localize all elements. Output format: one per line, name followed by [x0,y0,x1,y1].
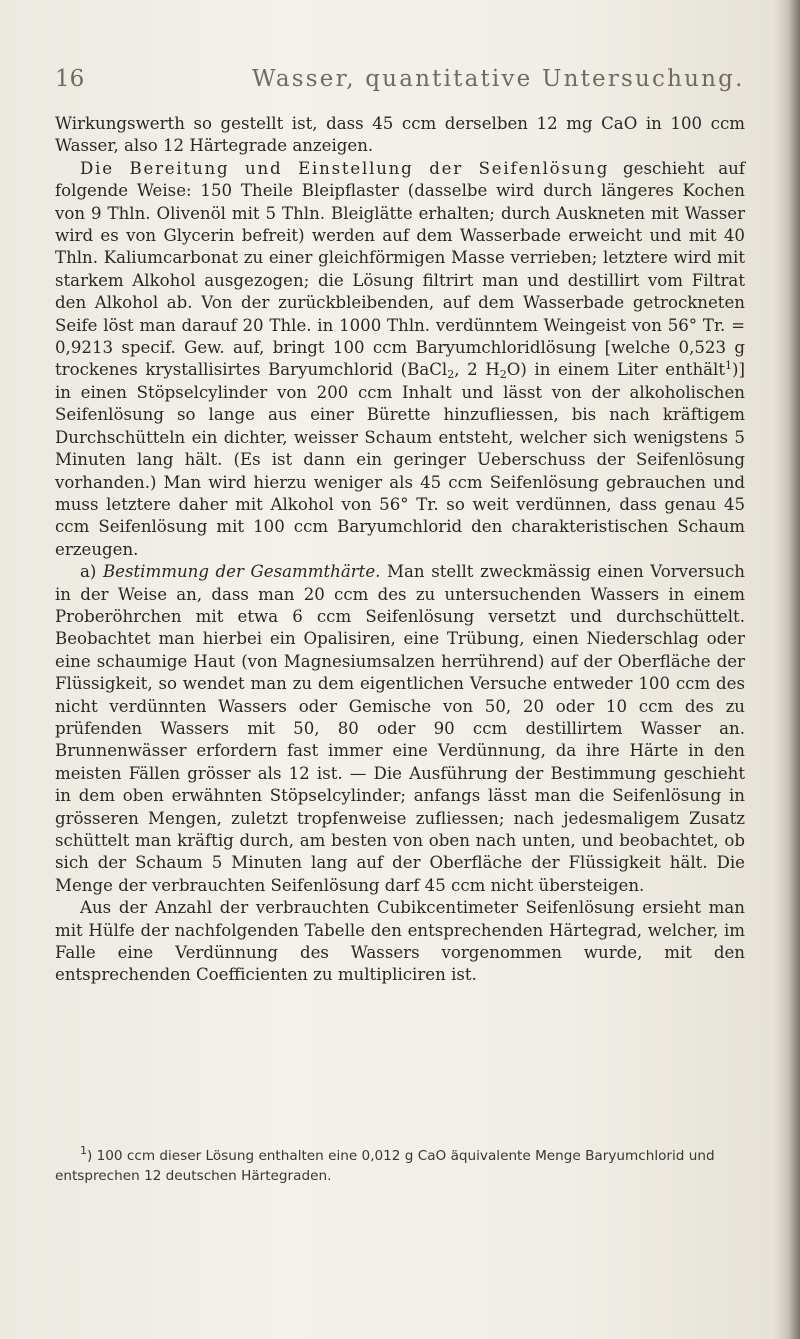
paragraph-4 [55,897,745,987]
section-heading-preparation: Die Bereitung und Einstellung der Seifenlösung [80,158,610,178]
page-header [55,66,745,106]
section-label: a) [80,562,103,582]
paragraph-2-text-a: geschieht auf folgende Weise: 150 Theile Bleipflaster (dasselbe wird durch längeres Kochen von 9 Thln. Olivenöl mit 5 Thln. Bleiglätte erhalten; durch Auskneten mit Wasser wird es von Glycerin befreit) werden auf dem Wasserbade erweicht und mit 40 Thln. Kaliumcarbonat zu einer gleichförmigen Masse verrieben; letztere wird mit starkem Alkohol ausgezogen; die Lösung filtrirt man und destillirt vom Filtrat den Alkohol ab. Von der zurückbleibenden, auf dem Wasserbade getrockneten Seife löst man darauf 20 Thle. in 1000 Thln. verdünntem Weingeist von 56° Tr. = 0,9213 specif. Gew. auf, bringt 100 ccm Baryumchloridlösung [welche 0,523 g trockenes krystallisirtes Baryumchlorid (BaCl [55,158,745,380]
paragraph-2-text-d: )] in einen Stöpselcylinder von 200 ccm Inhalt und lässt von der alkoholischen Seifenlösung so lange aus einer Bürette hinzufliessen, bis nach kräftigem Durchschütteln ein dichter, weisser Schaum entsteht, welcher sich wenigstens 5 Minuten lang hält. (Es ist dann ein geringer Ueberschuss der Seifenlösung vorhanden.) Man wird hierzu weniger als 45 ccm Seifenlösung gebrauchen und muss letztere daher mit Alkohol von 56° Tr. so weit verdünnen, dass genau 45 ccm Seifenlösung mit 100 ccm Baryumchlorid den charakteristischen Schaum erzeugen. [55,360,745,559]
paragraph-4-text: Aus der Anzahl der verbrauchten Cubikcentimeter Seifenlösung ersieht man mit Hülfe der nachfolgenden Tabelle den entsprechenden Härtegrad, welcher, im Falle eine Verdünnung des Wassers vorgenommen wurde, mit den entsprechenden Coefficienten zu multipliciren ist. [55,898,745,985]
footnote-marker: 1 [80,1144,87,1157]
subscript-cl2: 2 [447,368,455,382]
footnote-reference: 1 [725,359,733,373]
paragraph-soap-preparation [55,158,745,561]
page-number: 16 [55,66,85,92]
footnote [55,1144,745,1186]
footnote-text: ) 100 ccm dieser Lösung enthalten eine 0,012 g CaO äquivalente Menge Baryumchlorid und entsprechen 12 deutschen Härtegraden. [55,1148,715,1184]
paragraph-2-text-b: , 2 H [454,360,500,380]
running-title: Wasser, quantitative Untersuchung. [252,66,745,92]
main-text [55,113,745,987]
paragraph-1 [55,113,745,158]
paragraph-total-hardness [55,561,745,897]
page-edge-shadow [774,0,800,1339]
paragraph-2-text-c: O) in einem Liter enthält [506,360,726,380]
paragraph-3-text: Man stellt zweckmässig einen Vorversuch in der Weise an, dass man 20 ccm des zu untersuchenden Wassers in einem Proberöhrchen mit etwa 6 ccm Seifenlösung versetzt und durchschüttelt. Beobachtet man hierbei ein Opalisiren, eine Trübung, einen Niederschlag oder eine schaumige Haut (von Magnesiumsalzen herrührend) auf der Oberfläche der Flüssigkeit, so wendet man zu dem eigentlichen Versuche entweder 100 ccm des nicht verdünnten Wassers oder Gemische von 50, 20 oder 10 ccm des zu prüfenden Wassers mit 50, 80 oder 90 ccm destillirtem Wasser an. Brunnenwässer erfordern fast immer eine Verdünnung, da ihre Härte in den meisten Fällen grösser als 12 ist. — Die Ausführung der Bestimmung geschieht in dem oben erwähnten Stöpselcylinder; anfangs lässt man die Seifenlösung in grösseren Mengen, zuletzt tropfenweise zufliessen; nach jedesmaligem Zusatz schüttelt man kräftig durch, am besten von oben nach unten, und beobachtet, ob sich der Schaum 5 Minuten lang auf der Oberfläche der Flüssigkeit hält. Die Menge der verbrauchten Seifenlösung darf 45 ccm nicht übersteigen. [55,562,745,895]
paragraph-1-text: Wirkungswerth so gestellt ist, dass 45 ccm derselben 12 mg CaO in 100 ccm Wasser, also 12 Härtegrade anzeigen. [55,114,745,156]
section-heading-total-hardness: Bestimmung der Gesammthärte. [102,562,381,582]
subscript-h2: 2 [499,368,507,382]
